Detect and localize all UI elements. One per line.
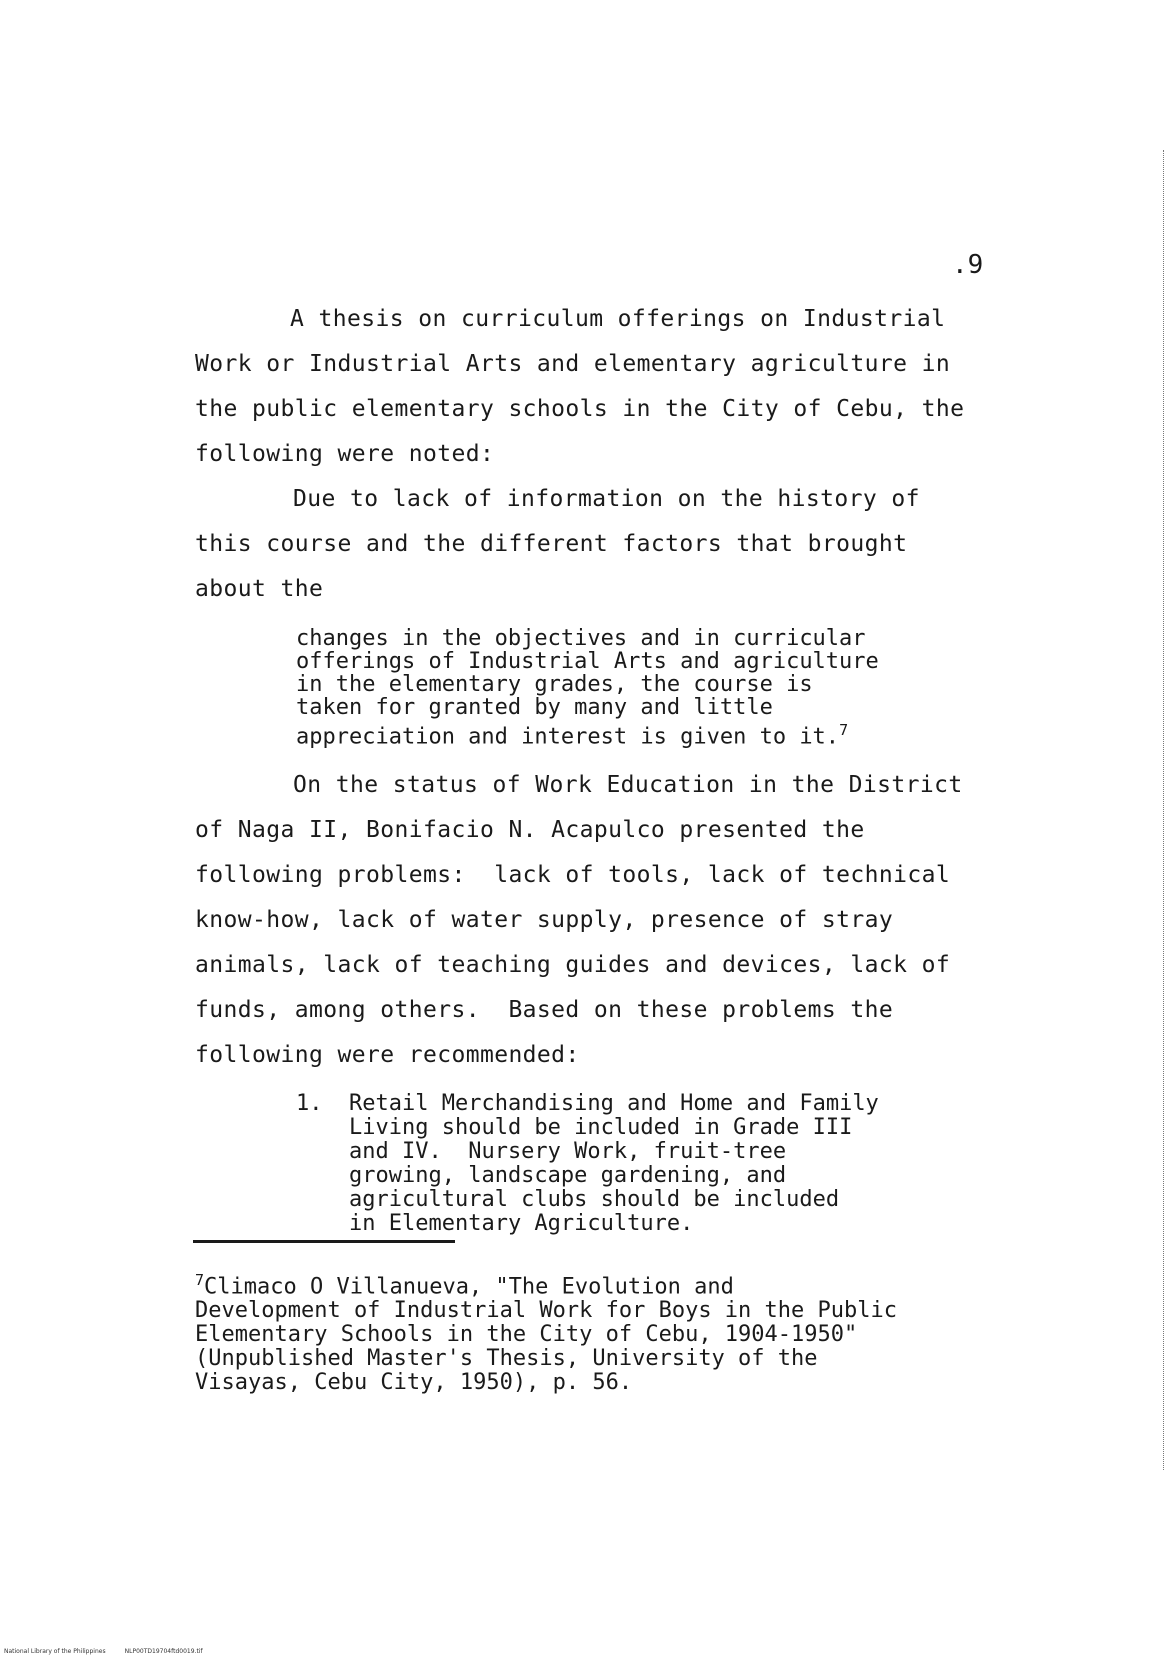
paragraph-1-line-1: A thesis on curriculum offerings on Industrial xyxy=(290,306,946,332)
page-number: .9 xyxy=(952,250,984,280)
paragraph-1-line-3: the public elementary schools in the City of Cebu, the xyxy=(195,396,965,422)
block-quote-text: changes in the objectives and in curricular offerings of Industrial Arts and agriculture in the elementary grades, the course is taken for granted by many and little appreciation and interest is given to it. xyxy=(296,626,879,750)
paragraph-3-line-1: On the status of Work Education in the District xyxy=(293,772,963,798)
margin-line xyxy=(1163,150,1165,1470)
list-item-number: 1. xyxy=(296,1091,323,1116)
footnote xyxy=(195,1268,897,1395)
paragraph-3-line-6: funds, among others. Based on these problems the xyxy=(195,997,894,1023)
paragraph-3-line-2: of Naga II, Bonifacio N. Acapulco presented the xyxy=(195,817,865,843)
paragraph-2-line-3: about the xyxy=(195,576,324,602)
paragraph-1-line-2: Work or Industrial Arts and elementary agriculture in xyxy=(195,351,951,377)
library-stamp-right: NLP00TD19704ftd0019.tif xyxy=(124,1648,203,1655)
block-quote-footnote-ref: 7 xyxy=(839,721,849,739)
paragraph-3-line-5: animals, lack of teaching guides and devices, lack of xyxy=(195,952,951,978)
recommendation-list xyxy=(296,1092,879,1236)
paragraph-3-line-4: know-how, lack of water supply, presence of stray xyxy=(195,907,894,933)
library-stamp xyxy=(4,1648,203,1655)
footnote-marker: 7 xyxy=(195,1271,205,1289)
footnote-text: Climaco O Villanueva, "The Evolution and Development of Industrial Work for Boys in the Public Elementary Schools in the City of Cebu, 1904-1950" (Unpublished Master's Thesis, University of the Visayas, Cebu City, 1950), p. 56. xyxy=(195,1274,897,1396)
footnote-rule xyxy=(193,1240,455,1243)
block-quote xyxy=(296,627,879,748)
paragraph-1-line-4: following were noted: xyxy=(195,441,495,467)
list-item-text: Retail Merchandising and Home and Family Living should be included in Grade III and IV. Nursery Work, fruit-tree growing, landscape gardening, and agricultural clubs should be included in Elementary Agriculture. xyxy=(349,1091,879,1236)
paragraph-3-line-7: following were recommended: xyxy=(195,1042,580,1068)
paragraph-3-line-3: following problems: lack of tools, lack of technical xyxy=(195,862,951,888)
paragraph-2-line-1: Due to lack of information on the history of xyxy=(293,486,920,512)
paragraph-2-line-2: this course and the different factors that brought xyxy=(195,531,908,557)
library-stamp-left: National Library of the Philippines xyxy=(4,1648,106,1655)
